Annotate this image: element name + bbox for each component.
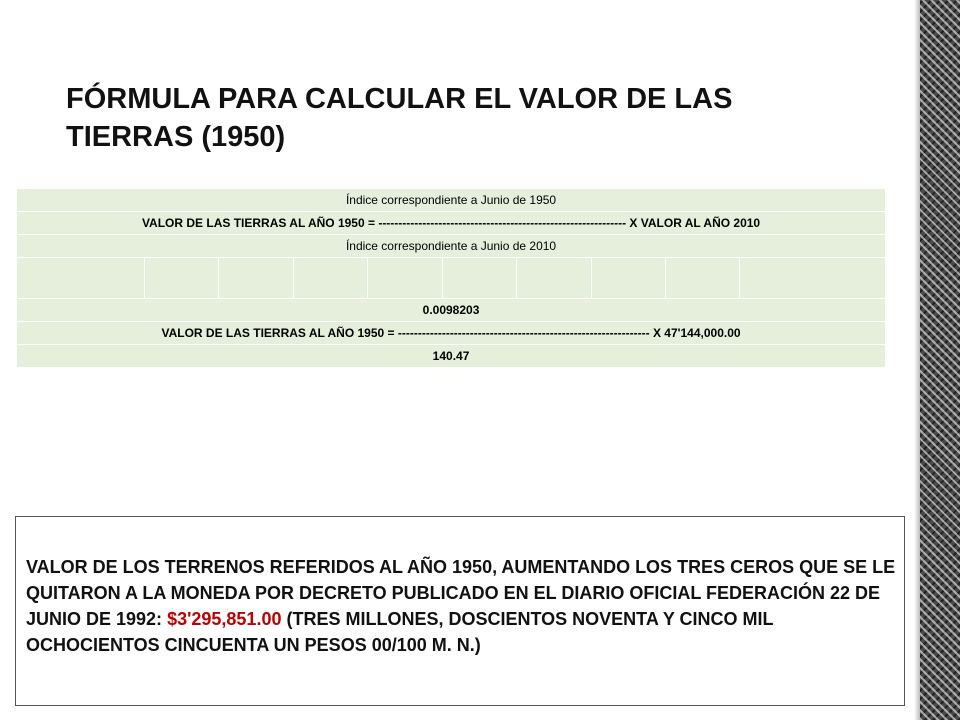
- empty-cell: [219, 258, 294, 299]
- empty-cell: [592, 258, 666, 299]
- note-text-amount-words: (TRES MILLONES, DOSCIENTOS NOVENTA Y CINCO MIL OCHOCIENTOS CINCUENTA UN PESOS 00/100 M. N.): [26, 609, 774, 655]
- formula-line-cell: VALOR DE LAS TIERRAS AL AÑO 1950 = -------------------------------------------------------------- X VALOR AL AÑO 2010: [17, 212, 886, 235]
- empty-cell: [368, 258, 443, 299]
- empty-cell: [443, 258, 517, 299]
- table-row: [17, 299, 886, 322]
- empty-cell: [17, 258, 145, 299]
- formula-table: [16, 188, 886, 368]
- formula-value-line-cell: VALOR DE LAS TIERRAS AL AÑO 1950 = --------------------------------------------------------------- X 47'144,000.00: [17, 322, 886, 345]
- table-row: [17, 258, 886, 299]
- table-row: [17, 189, 886, 212]
- empty-cell: [517, 258, 592, 299]
- table-row: [17, 322, 886, 345]
- table-row: [17, 212, 886, 235]
- numerator-label-cell: Índice correspondiente a Junio de 1950: [17, 189, 886, 212]
- table-row: [17, 235, 886, 258]
- decorative-side-strip: [920, 0, 960, 720]
- note-amount: $3'295,851.00: [167, 609, 282, 629]
- empty-cell: [294, 258, 368, 299]
- denominator-value-cell: 140.47: [17, 345, 886, 368]
- note-text: [26, 554, 896, 658]
- empty-cell: [145, 258, 219, 299]
- empty-cell: [740, 258, 886, 299]
- numerator-value-cell: 0.0098203: [17, 299, 886, 322]
- table-row: [17, 345, 886, 368]
- note-text-intro: VALOR DE LOS TERRENOS REFERIDOS AL AÑO 1950, AUMENTANDO LOS TRES CEROS QUE SE LE QUITARON A LA MONEDA POR DECRETO PUBLICADO EN EL DIARIO OFICIAL FEDERACIÓN 22 DE JUNIO DE 1992:: [26, 557, 896, 629]
- page-title: FÓRMULA PARA CALCULAR EL VALOR DE LAS TIERRAS (1950): [66, 83, 733, 153]
- empty-cell: [666, 258, 740, 299]
- denominator-label-cell: Índice correspondiente a Junio de 2010: [17, 235, 886, 258]
